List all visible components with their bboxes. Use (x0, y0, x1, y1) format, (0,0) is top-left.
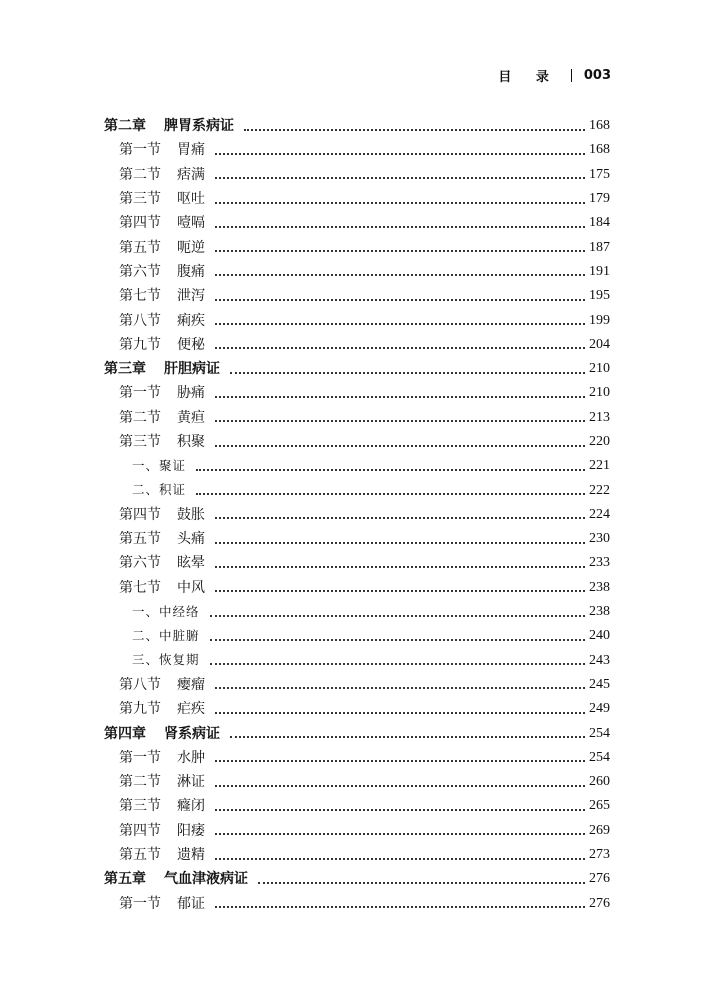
toc-entry-number: 第五章 (104, 871, 146, 888)
toc-entry-title: 水肿 (177, 749, 205, 766)
dot-leader (215, 419, 585, 422)
toc-entry-number: 第一节 (119, 385, 161, 402)
toc-entry-title: 中脏腑 (159, 628, 200, 644)
toc-entry-page: 260 (589, 774, 610, 790)
toc-entry-title: 眩晕 (177, 555, 205, 572)
toc-entry-number: 第一节 (119, 142, 161, 159)
toc-entry-number: 第一节 (119, 895, 161, 912)
toc-entry-label (104, 362, 220, 376)
toc-entry-sub[interactable] (104, 454, 610, 478)
toc-entry-title: 泄泻 (177, 288, 205, 305)
toc-entry-label (104, 751, 205, 765)
toc-entry-page: 213 (589, 409, 610, 425)
toc-entry-title: 遗精 (177, 847, 205, 864)
toc-entry-label (104, 508, 205, 522)
toc-entry-title: 胃痛 (177, 142, 205, 159)
toc-entry-label (104, 192, 205, 206)
toc-entry-page: 168 (589, 118, 610, 134)
toc-entry-title: 呃逆 (177, 239, 205, 256)
toc-entry-number: 第二节 (119, 774, 161, 791)
toc-entry-title: 头痛 (177, 531, 205, 548)
toc-entry-page: 179 (589, 191, 610, 207)
dot-leader (215, 322, 585, 325)
toc-entry-title: 恢复期 (159, 652, 200, 668)
toc-entry-number: 第九节 (119, 701, 161, 718)
toc-entry-number: 第九节 (119, 336, 161, 353)
toc-entry-section[interactable] (104, 187, 610, 211)
toc-entry-section[interactable] (104, 260, 610, 284)
toc-entry-number: 第三节 (119, 798, 161, 815)
toc-entry-section[interactable] (104, 673, 610, 697)
toc-entry-section[interactable] (104, 333, 610, 357)
toc-entry-page: 210 (589, 385, 610, 401)
toc-entry-number: 第二章 (104, 118, 146, 135)
toc-entry-section[interactable] (104, 163, 610, 187)
toc-entry-title: 聚证 (159, 458, 187, 474)
dot-leader (196, 492, 585, 495)
toc-entry-page: 269 (589, 822, 610, 838)
toc-entry-section[interactable] (104, 138, 610, 162)
toc-entry-number: 第四节 (119, 822, 161, 839)
toc-entry-label (104, 143, 205, 157)
toc-entry-number: 第四章 (104, 725, 146, 742)
toc-entry-number: 第三节 (119, 434, 161, 450)
toc-entry-title: 郁证 (177, 895, 205, 912)
toc-entry-section[interactable] (104, 697, 610, 721)
toc-entry-title: 积证 (159, 482, 187, 498)
toc-entry-title: 胁痛 (177, 385, 205, 402)
toc-entry-title: 脾胃系病证 (164, 118, 234, 135)
toc-entry-page: 204 (589, 336, 610, 352)
dot-leader (215, 541, 585, 544)
toc-entry-page: 184 (589, 215, 610, 231)
toc-entry-label (104, 581, 205, 595)
toc-entry-section[interactable] (104, 308, 610, 332)
toc-entry-page: 195 (589, 288, 610, 304)
toc-entry-page: 210 (589, 361, 610, 377)
toc-entry-page: 245 (589, 676, 610, 692)
toc-entry-label (104, 848, 205, 862)
toc-entry-section[interactable] (104, 843, 610, 867)
toc-entry-number: 第七节 (119, 288, 161, 305)
toc-entry-page: 187 (589, 239, 610, 255)
toc-entry-label (104, 727, 220, 741)
toc-entry-section[interactable] (104, 503, 610, 527)
dot-leader (215, 516, 585, 519)
toc-entry-page: 175 (589, 166, 610, 182)
dot-leader (210, 614, 585, 617)
dot-leader (210, 638, 585, 641)
toc-entry-label (104, 532, 205, 546)
toc-entry-label (104, 460, 186, 473)
dot-leader (215, 298, 585, 301)
dot-leader (215, 273, 585, 276)
dot-leader (196, 468, 585, 471)
dot-leader (215, 759, 585, 762)
toc-entry-page: 224 (589, 506, 610, 522)
toc-entry-number: 一、 (132, 458, 160, 474)
toc-entry-label (104, 386, 205, 400)
toc-entry-page: 220 (589, 434, 610, 449)
toc-entry-section[interactable] (104, 819, 610, 843)
dot-leader (215, 176, 585, 179)
toc-entry-number: 第五节 (119, 847, 161, 864)
toc-entry-page: 191 (589, 263, 610, 279)
toc-entry-number: 第七节 (119, 579, 161, 596)
toc-entry-section[interactable] (104, 527, 610, 551)
toc-entry-title: 疟疾 (177, 701, 205, 718)
toc-entry-page: 168 (589, 142, 610, 158)
toc-entry-label (104, 484, 186, 497)
toc-entry-label (104, 897, 205, 911)
toc-entry-page: 230 (589, 531, 610, 547)
toc-entry-number: 一、 (132, 603, 160, 619)
toc-entry-page: 221 (589, 458, 610, 474)
toc-entry-title: 淋证 (177, 774, 205, 791)
toc-entry-page: 254 (589, 749, 610, 765)
toc-entry-number: 第五节 (119, 531, 161, 548)
toc-entry-title: 肾系病证 (164, 725, 220, 742)
toc-entry-label (104, 678, 205, 692)
toc-entry-page: 222 (589, 482, 610, 498)
header-title: 目 录 (498, 70, 559, 85)
toc-entry-title: 中经络 (159, 603, 200, 619)
toc-entry-label (104, 241, 205, 255)
toc-entry-title: 痢疾 (177, 312, 205, 329)
dot-leader (215, 201, 585, 204)
toc-entry-chapter[interactable] (104, 867, 610, 891)
table-of-contents (104, 114, 610, 916)
toc-entry-number: 第六节 (119, 263, 161, 280)
toc-entry-label (104, 216, 205, 230)
toc-entry-label (104, 702, 205, 716)
toc-entry-title: 呕吐 (177, 191, 205, 208)
toc-entry-number: 二、 (132, 628, 160, 644)
toc-entry-number: 第四节 (119, 215, 161, 232)
toc-entry-number: 第五节 (119, 239, 161, 256)
toc-entry-page: 276 (589, 895, 610, 911)
toc-entry-page: 199 (589, 312, 610, 328)
toc-entry-title: 瘿瘤 (177, 676, 205, 693)
toc-entry-section[interactable] (104, 284, 610, 308)
toc-entry-sub[interactable] (104, 649, 610, 673)
dot-leader (215, 784, 585, 787)
dot-leader (215, 395, 585, 398)
toc-entry-title: 阳痿 (177, 822, 205, 839)
dot-leader (215, 225, 585, 228)
toc-entry-label (104, 435, 205, 449)
toc-entry-page: 233 (589, 555, 610, 571)
toc-entry-section[interactable] (104, 770, 610, 794)
dot-leader (215, 832, 585, 835)
dot-leader (230, 735, 585, 738)
toc-entry-chapter[interactable] (104, 114, 610, 138)
toc-entry-label (104, 799, 205, 813)
toc-entry-section[interactable] (104, 576, 610, 600)
toc-entry-number: 第八节 (119, 676, 161, 693)
dot-leader (244, 128, 585, 131)
toc-entry-page: 240 (589, 628, 610, 644)
toc-entry-section[interactable] (104, 381, 610, 405)
toc-entry-number: 第三章 (104, 361, 146, 378)
toc-entry-label (104, 872, 248, 886)
toc-entry-page: 243 (589, 652, 610, 668)
toc-entry-label (104, 556, 205, 570)
toc-entry-sub[interactable] (104, 478, 610, 502)
toc-entry-title: 黄疸 (177, 409, 205, 426)
toc-entry-label (104, 630, 200, 643)
toc-entry-title: 中风 (177, 579, 205, 596)
dot-leader (210, 662, 585, 665)
toc-entry-title: 气血津液病证 (164, 871, 248, 888)
toc-entry-chapter[interactable] (104, 721, 610, 745)
toc-entry-label (104, 775, 205, 789)
toc-entry-number: 第四节 (119, 506, 161, 523)
toc-entry-section[interactable] (104, 406, 610, 430)
toc-entry-page: 276 (589, 871, 610, 887)
dot-leader (230, 371, 585, 374)
toc-entry-page: 265 (589, 798, 610, 814)
toc-entry-label (104, 314, 205, 328)
toc-entry-label (104, 338, 205, 352)
toc-entry-sub[interactable] (104, 600, 610, 624)
toc-entry-section[interactable] (104, 430, 610, 454)
toc-entry-page: 238 (589, 604, 610, 620)
toc-entry-title: 鼓胀 (177, 506, 205, 523)
toc-entry-page: 273 (589, 847, 610, 863)
dot-leader (215, 857, 585, 860)
toc-entry-title: 腹痛 (177, 263, 205, 280)
toc-entry-number: 第二节 (119, 166, 161, 183)
toc-entry-section[interactable] (104, 892, 610, 916)
dot-leader (215, 346, 585, 349)
toc-entry-number: 第八节 (119, 312, 161, 329)
header-page-number: 003 (583, 68, 611, 83)
toc-entry-section[interactable] (104, 794, 610, 818)
toc-entry-title: 癃闭 (177, 798, 205, 815)
toc-entry-section[interactable] (104, 746, 610, 770)
toc-entry-label (104, 168, 205, 182)
dot-leader (215, 152, 585, 155)
toc-entry-title: 肝胆病证 (164, 361, 220, 378)
toc-entry-label (104, 654, 200, 667)
toc-entry-title: 积聚 (177, 434, 205, 450)
dot-leader (258, 881, 585, 884)
toc-entry-page: 254 (589, 725, 610, 741)
toc-entry-page: 238 (589, 579, 610, 595)
header-divider (571, 69, 572, 82)
toc-entry-sub[interactable] (104, 624, 610, 648)
toc-entry-label (104, 824, 205, 838)
toc-entry-title: 便秘 (177, 336, 205, 353)
toc-entry-label (104, 603, 200, 619)
toc-entry-number: 第六节 (119, 555, 161, 572)
running-header (498, 66, 611, 85)
toc-entry-section[interactable] (104, 235, 610, 259)
toc-entry-title: 痞满 (177, 166, 205, 183)
toc-entry-number: 第二节 (119, 409, 161, 426)
toc-entry-label (104, 411, 205, 425)
toc-entry-title: 噎嗝 (177, 215, 205, 232)
dot-leader (215, 589, 585, 592)
dot-leader (215, 905, 585, 908)
toc-entry-label (104, 265, 205, 279)
toc-entry-section[interactable] (104, 551, 610, 575)
dot-leader (215, 249, 585, 252)
toc-entry-label (104, 289, 205, 303)
toc-entry-number: 第一节 (119, 749, 161, 766)
dot-leader (215, 711, 585, 714)
toc-entry-number: 二、 (132, 482, 160, 498)
dot-leader (215, 808, 585, 811)
toc-entry-chapter[interactable] (104, 357, 610, 381)
toc-entry-number: 三、 (132, 652, 160, 668)
toc-entry-section[interactable] (104, 211, 610, 235)
toc-entry-number: 第三节 (119, 191, 161, 208)
toc-entry-page: 249 (589, 701, 610, 717)
dot-leader (215, 444, 585, 447)
dot-leader (215, 565, 585, 568)
toc-entry-label (104, 119, 234, 133)
dot-leader (215, 686, 585, 689)
